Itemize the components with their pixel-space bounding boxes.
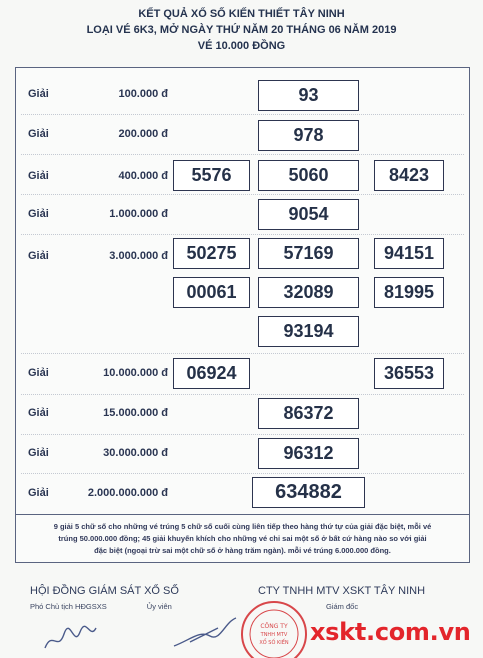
rules-note-line: đặc biệt (ngoại trừ sai một chữ số ở hàng trăm ngàn). mỗi vé trúng 6.000.000 đồng. xyxy=(94,546,391,555)
row-divider xyxy=(21,353,464,354)
prize-label: Giải xyxy=(28,170,49,182)
prize-amount: 30.000.000 đ xyxy=(103,447,168,459)
results-header xyxy=(0,6,483,54)
jackpot-number: 634882 xyxy=(252,477,365,508)
prize-amount: 400.000 đ xyxy=(118,170,168,182)
winning-number: 57169 xyxy=(258,238,359,269)
vice-chair-label: Phó Chủ tịch HĐGSXS xyxy=(30,602,107,611)
header-draw-info: LOẠI VÉ 6K3, MỞ NGÀY THỨ NĂM 20 THÁNG 06 NĂM 2019 xyxy=(86,24,397,36)
prize-label: Giải xyxy=(28,487,49,499)
prize-label: Giải xyxy=(28,128,49,140)
prize-label: Giải xyxy=(28,208,49,220)
prize-row-15m xyxy=(16,395,469,435)
prize-amount: 10.000.000 đ xyxy=(103,367,168,379)
row-divider xyxy=(21,473,464,474)
prize-row-100k xyxy=(16,76,469,116)
prize-label: Giải xyxy=(28,447,49,459)
winning-number: 06924 xyxy=(173,358,250,389)
company-title: CTY TNHH MTV XSKT TÂY NINH xyxy=(258,585,426,597)
prize-label: Giải xyxy=(28,367,49,379)
prize-table xyxy=(15,67,470,515)
winning-number: 32089 xyxy=(258,277,359,308)
winning-number: 86372 xyxy=(258,398,359,429)
svg-text:XỔ SỐ KIẾN: XỔ SỐ KIẾN xyxy=(259,640,289,646)
winning-number: 9054 xyxy=(258,199,359,230)
member-label: Ủy viên xyxy=(146,602,172,611)
prize-amount: 2.000.000.000 đ xyxy=(87,487,168,499)
winning-number: 5060 xyxy=(258,160,359,191)
row-divider xyxy=(21,194,464,195)
prize-row-200k xyxy=(16,116,469,156)
prize-amount: 1.000.000 đ xyxy=(109,208,168,220)
council-title: HỘI ĐỒNG GIÁM SÁT XỔ SỐ xyxy=(30,585,179,597)
winning-number: 96312 xyxy=(258,438,359,469)
svg-text:TNHH MTV: TNHH MTV xyxy=(260,632,288,638)
winning-number: 81995 xyxy=(374,277,444,308)
company-stamp-icon xyxy=(238,596,310,658)
prize-row-special xyxy=(16,475,469,515)
svg-text:CÔNG TY: CÔNG TY xyxy=(260,623,288,630)
prize-row-10m xyxy=(16,355,469,395)
rules-note-line: 9 giải 5 chữ số cho những vé trúng 5 chữ số cuối cùng liên tiếp theo hàng thứ tự của giải đặc biệt, mỗi vé xyxy=(53,522,432,531)
row-divider xyxy=(21,114,464,115)
prize-row-30m xyxy=(16,435,469,475)
prize-amount: 3.000.000 đ xyxy=(109,250,168,262)
prize-label: Giải xyxy=(28,407,49,419)
header-title: KẾT QUẢ XỔ SỐ KIẾN THIẾT TÂY NINH xyxy=(138,8,345,20)
prize-label: Giải xyxy=(28,250,49,262)
director-label: Giám đốc xyxy=(326,602,359,611)
site-watermark: xskt.com.vn xyxy=(310,618,471,646)
row-divider xyxy=(21,154,464,155)
row-divider xyxy=(21,234,464,235)
winning-number: 00061 xyxy=(173,277,250,308)
prize-row-400k xyxy=(16,158,469,198)
prize-amount: 100.000 đ xyxy=(118,88,168,100)
council-roles xyxy=(30,602,230,611)
winning-number: 8423 xyxy=(374,160,444,191)
supervisory-council-signature xyxy=(30,585,230,611)
winning-number: 5576 xyxy=(173,160,250,191)
winning-number: 978 xyxy=(258,120,359,151)
prize-amount: 200.000 đ xyxy=(118,128,168,140)
winning-number: 50275 xyxy=(173,238,250,269)
rules-note-line: trúng 50.000.000 đồng; 45 giải khuyến khích cho những vé chỉ sai một số ở bất cứ hàng nào so với giải xyxy=(58,534,427,543)
prize-amount: 15.000.000 đ xyxy=(103,407,168,419)
header-ticket-price: VÉ 10.000 ĐỒNG xyxy=(197,40,286,52)
signature-scribble-icon xyxy=(40,618,100,658)
prize-label: Giải xyxy=(28,88,49,100)
winning-number: 93194 xyxy=(258,316,359,347)
winning-number: 36553 xyxy=(374,358,444,389)
prize-row-3m xyxy=(16,238,469,341)
signature-scribble-icon xyxy=(170,612,240,652)
winning-number: 94151 xyxy=(374,238,444,269)
winning-number: 93 xyxy=(258,80,359,111)
prize-row-1m xyxy=(16,196,469,236)
rules-note xyxy=(15,515,470,563)
